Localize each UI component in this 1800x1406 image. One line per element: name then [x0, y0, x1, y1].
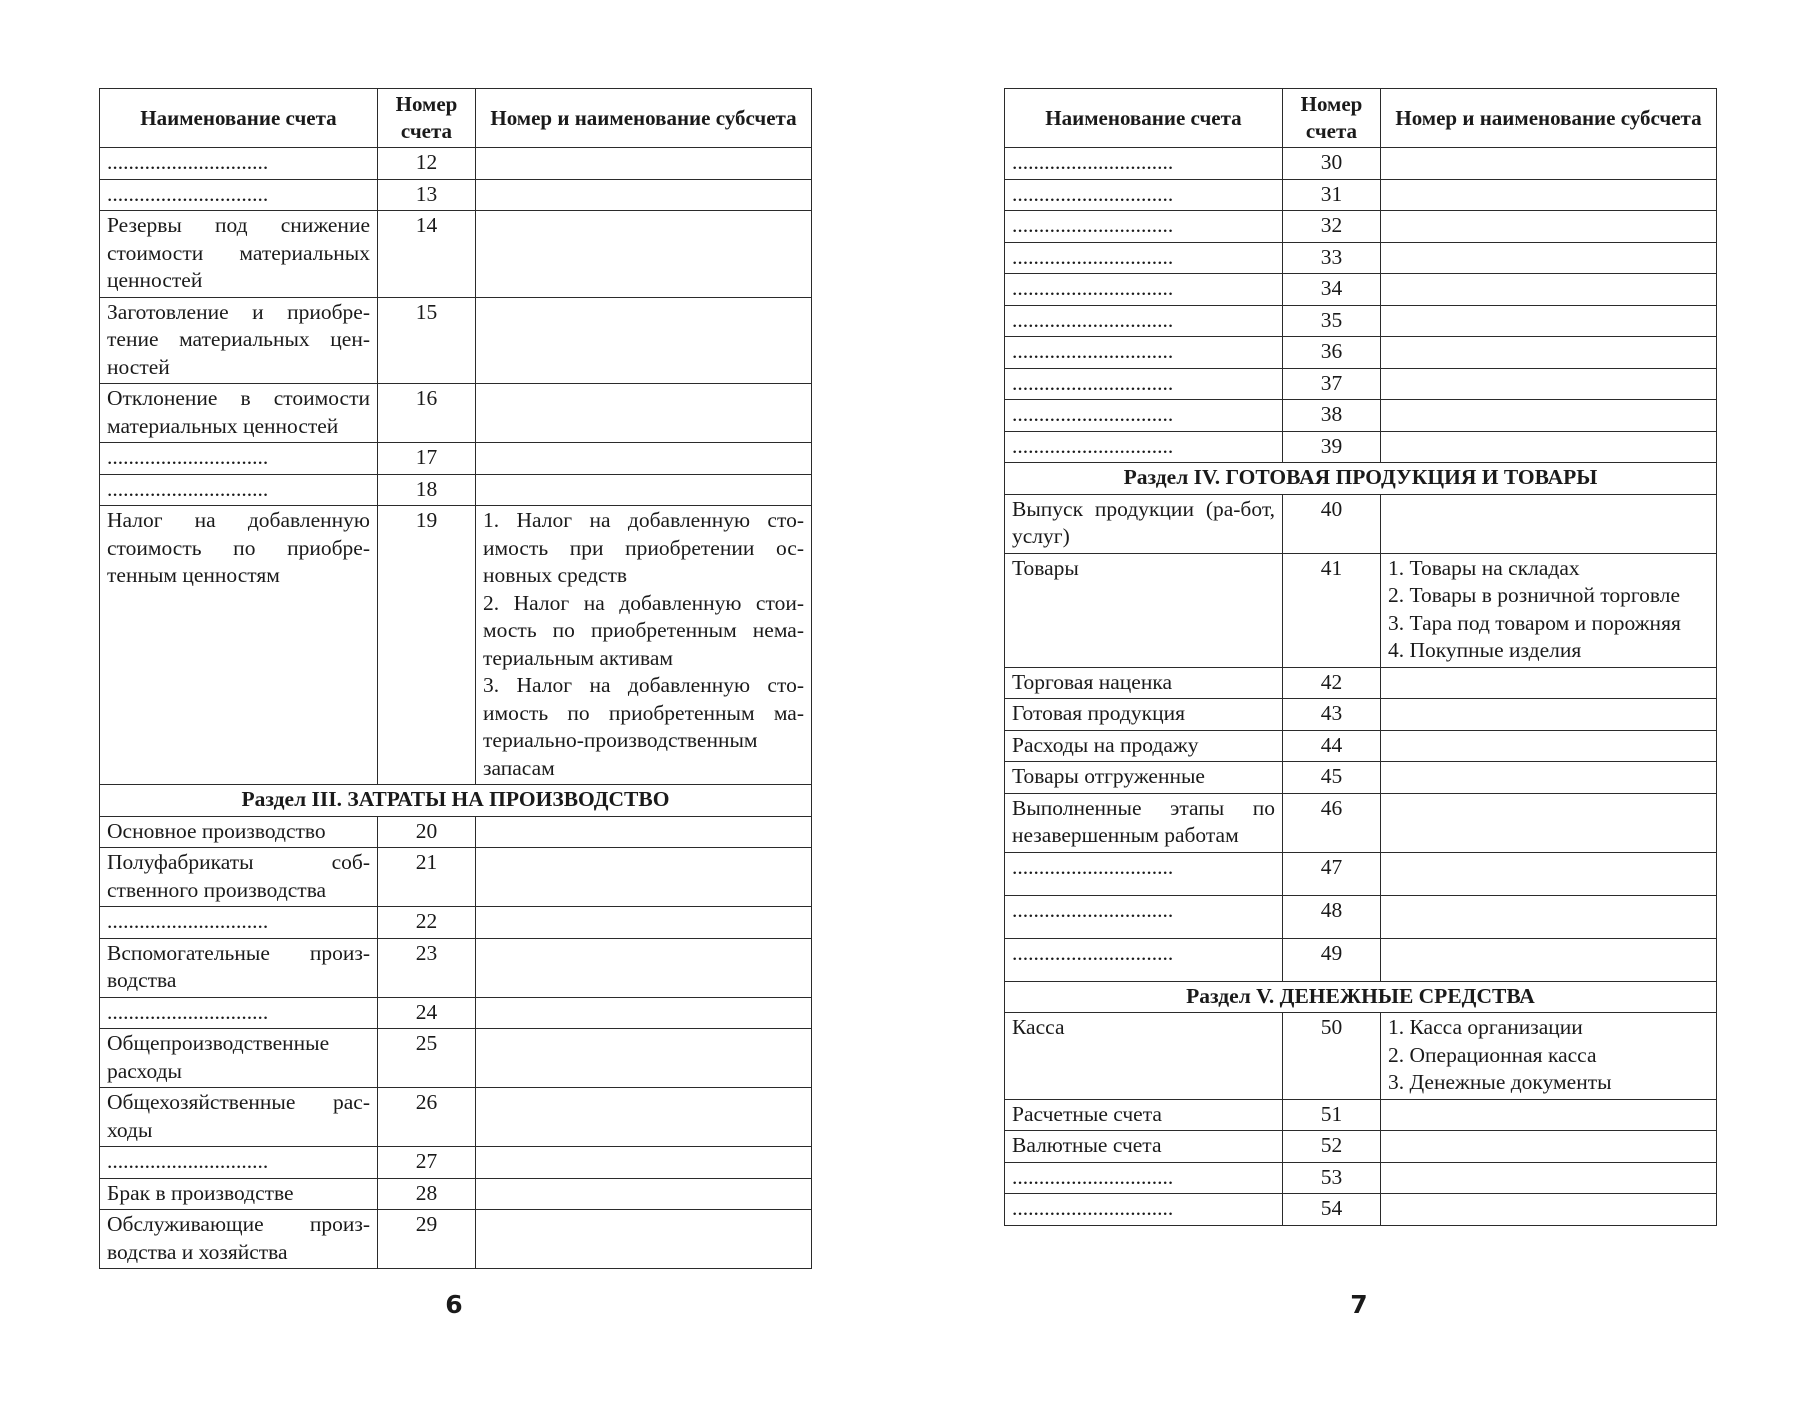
page-number-right: 7	[1350, 1290, 1368, 1319]
subaccount-cell	[476, 148, 812, 180]
table-row	[100, 997, 812, 1029]
table-row	[100, 816, 812, 848]
subaccount-item: 3. Тара под товаром и порожняя	[1388, 610, 1681, 635]
subaccount-cell	[476, 297, 812, 384]
subaccount-item: 1. Касса организации	[1388, 1015, 1583, 1039]
account-name: Расходы на продажу	[1005, 730, 1283, 762]
account-name: ..............................	[100, 997, 378, 1029]
table-row	[1005, 368, 1717, 400]
table-row	[100, 297, 812, 384]
table-row	[1005, 1194, 1717, 1226]
subaccount-cell	[1381, 1099, 1717, 1131]
subaccount-item: 2. Налог на добавленную стои-мость по приобретенным нема-териальным активам	[483, 590, 804, 670]
subaccount-cell	[476, 1178, 812, 1210]
table-row	[100, 211, 812, 298]
account-name: Общепроизводственные расходы	[100, 1029, 378, 1088]
subaccount-cell	[1381, 938, 1717, 981]
table-row	[1005, 699, 1717, 731]
table-row	[100, 938, 812, 997]
account-name: Резервы под снижение стоимости материальных ценностей	[100, 211, 378, 298]
account-number: 51	[1283, 1099, 1381, 1131]
account-name: Торговая наценка	[1005, 667, 1283, 699]
table-row	[100, 506, 812, 785]
subaccount-cell	[476, 179, 812, 211]
subaccount-cell	[1381, 852, 1717, 895]
table-row	[1005, 494, 1717, 553]
subaccount-cell	[1381, 305, 1717, 337]
account-name: ..............................	[1005, 1194, 1283, 1226]
subaccount-cell	[1381, 211, 1717, 243]
account-name: ..............................	[1005, 1162, 1283, 1194]
account-number: 12	[378, 148, 476, 180]
account-number: 24	[378, 997, 476, 1029]
account-name: ..............................	[100, 443, 378, 475]
account-number: 44	[1283, 730, 1381, 762]
subaccount-cell	[1381, 242, 1717, 274]
subaccount-cell	[476, 938, 812, 997]
account-number: 48	[1283, 895, 1381, 938]
table-row	[1005, 730, 1717, 762]
table-row	[100, 1147, 812, 1179]
account-name: ..............................	[1005, 368, 1283, 400]
page-number-left: 6	[445, 1290, 463, 1319]
subaccount-item: 2. Товары в розничной торговле	[1388, 583, 1681, 607]
account-number: 30	[1283, 148, 1381, 180]
table-row	[1005, 1099, 1717, 1131]
subaccount-cell	[1381, 274, 1717, 306]
table-row	[1005, 938, 1717, 981]
section-row	[100, 785, 812, 817]
table-row	[100, 1088, 812, 1147]
account-number: 13	[378, 179, 476, 211]
table-row	[1005, 148, 1717, 180]
section-row	[1005, 981, 1717, 1013]
subaccount-cell	[1381, 895, 1717, 938]
account-number: 28	[378, 1178, 476, 1210]
account-name: ..............................	[1005, 852, 1283, 895]
account-name: Товары отгруженные	[1005, 762, 1283, 794]
subaccount-item: 1. Товары на складах	[1388, 555, 1580, 580]
subaccount-cell	[1381, 1013, 1717, 1100]
account-number: 15	[378, 297, 476, 384]
account-number: 17	[378, 443, 476, 475]
table-row	[100, 1178, 812, 1210]
account-number: 37	[1283, 368, 1381, 400]
subaccount-cell	[476, 1029, 812, 1088]
table-header-row	[1005, 89, 1717, 148]
table-row	[1005, 852, 1717, 895]
subaccount-item: 2. Операционная касса	[1388, 1042, 1597, 1067]
account-number: 26	[378, 1088, 476, 1147]
table-row	[1005, 793, 1717, 852]
account-number: 47	[1283, 852, 1381, 895]
account-name: Касса	[1005, 1013, 1283, 1100]
table-body-right	[1005, 148, 1717, 1226]
accounts-table-right	[1004, 88, 1717, 1226]
account-name: Валютные счета	[1005, 1131, 1283, 1163]
subaccount-cell	[476, 384, 812, 443]
table-row	[1005, 762, 1717, 794]
account-name: Выполненные этапы по незавершенным работам	[1005, 793, 1283, 852]
subaccount-cell	[1381, 368, 1717, 400]
subaccount-cell	[1381, 337, 1717, 369]
section-row	[1005, 463, 1717, 495]
account-number: 14	[378, 211, 476, 298]
account-number: 52	[1283, 1131, 1381, 1163]
table-row	[100, 1029, 812, 1088]
account-name: Заготовление и приобре-тение материальных цен-ностей	[100, 297, 378, 384]
account-name: ..............................	[1005, 179, 1283, 211]
account-number: 40	[1283, 494, 1381, 553]
header-account-name: Наименование счета	[100, 89, 378, 148]
table-row	[1005, 179, 1717, 211]
account-name: ..............................	[1005, 431, 1283, 463]
account-name: Вспомогательные произ-водства	[100, 938, 378, 997]
account-number: 46	[1283, 793, 1381, 852]
table-row	[100, 179, 812, 211]
table-row	[1005, 667, 1717, 699]
account-number: 41	[1283, 553, 1381, 667]
account-number: 49	[1283, 938, 1381, 981]
table-header-row	[100, 89, 812, 148]
subaccount-cell	[476, 1210, 812, 1269]
account-number: 16	[378, 384, 476, 443]
table-row	[100, 443, 812, 475]
account-name: Брак в производстве	[100, 1178, 378, 1210]
subaccount-cell	[476, 907, 812, 939]
table-row	[100, 384, 812, 443]
table-row	[1005, 431, 1717, 463]
account-number: 23	[378, 938, 476, 997]
account-name: ..............................	[100, 179, 378, 211]
account-name: ..............................	[100, 148, 378, 180]
account-name: ..............................	[100, 474, 378, 506]
section-title: Раздел IV. ГОТОВАЯ ПРОДУКЦИЯ И ТОВАРЫ	[1005, 463, 1717, 495]
table-row	[1005, 305, 1717, 337]
account-name: Полуфабрикаты соб-ственного производства	[100, 848, 378, 907]
subaccount-cell	[1381, 699, 1717, 731]
subaccount-cell	[476, 474, 812, 506]
header-account-number: Номер счета	[378, 89, 476, 148]
subaccount-cell	[1381, 793, 1717, 852]
table-row	[1005, 1162, 1717, 1194]
account-name: Общехозяйственные рас-ходы	[100, 1088, 378, 1147]
subaccount-cell	[476, 506, 812, 785]
subaccount-cell	[1381, 1162, 1717, 1194]
account-name: ..............................	[1005, 337, 1283, 369]
account-number: 18	[378, 474, 476, 506]
table-row	[100, 474, 812, 506]
table-row	[1005, 242, 1717, 274]
account-number: 53	[1283, 1162, 1381, 1194]
table-row	[1005, 274, 1717, 306]
table-row	[1005, 211, 1717, 243]
account-name: Готовая продукция	[1005, 699, 1283, 731]
subaccount-cell	[1381, 1131, 1717, 1163]
subaccount-item: 4. Покупные изделия	[1388, 638, 1582, 662]
table-row	[100, 907, 812, 939]
table-row	[1005, 1013, 1717, 1100]
account-number: 22	[378, 907, 476, 939]
subaccount-cell	[476, 997, 812, 1029]
subaccount-cell	[1381, 553, 1717, 667]
header-subaccount: Номер и наименование субсчета	[476, 89, 812, 148]
table-row	[1005, 400, 1717, 432]
account-number: 45	[1283, 762, 1381, 794]
account-name: ..............................	[1005, 305, 1283, 337]
account-number: 43	[1283, 699, 1381, 731]
account-number: 25	[378, 1029, 476, 1088]
account-number: 21	[378, 848, 476, 907]
subaccount-cell	[476, 443, 812, 475]
subaccount-cell	[1381, 179, 1717, 211]
account-number: 39	[1283, 431, 1381, 463]
table-row	[1005, 1131, 1717, 1163]
account-name: ..............................	[1005, 211, 1283, 243]
accounts-table-left	[99, 88, 812, 1269]
account-name: ..............................	[1005, 938, 1283, 981]
table-row	[100, 848, 812, 907]
account-name: ..............................	[100, 1147, 378, 1179]
account-number: 29	[378, 1210, 476, 1269]
account-name: ..............................	[1005, 274, 1283, 306]
subaccount-item: 3. Налог на добавленную сто-имость по приобретенным ма-териально-производственным запасам	[483, 673, 804, 780]
subaccount-cell	[1381, 400, 1717, 432]
subaccount-cell	[1381, 762, 1717, 794]
account-name: Отклонение в стоимости материальных ценностей	[100, 384, 378, 443]
account-number: 38	[1283, 400, 1381, 432]
account-name: Обслуживающие произ-водства и хозяйства	[100, 1210, 378, 1269]
subaccount-cell	[476, 1147, 812, 1179]
header-subaccount: Номер и наименование субсчета	[1381, 89, 1717, 148]
account-name: ..............................	[1005, 895, 1283, 938]
subaccount-cell	[476, 816, 812, 848]
subaccount-cell	[1381, 1194, 1717, 1226]
account-number: 34	[1283, 274, 1381, 306]
table-body-left	[100, 148, 812, 1269]
account-number: 27	[378, 1147, 476, 1179]
table-row	[100, 148, 812, 180]
account-name: ..............................	[100, 907, 378, 939]
account-name: ..............................	[1005, 242, 1283, 274]
account-number: 32	[1283, 211, 1381, 243]
header-account-name: Наименование счета	[1005, 89, 1283, 148]
subaccount-item: 3. Денежные документы	[1388, 1070, 1612, 1094]
account-name: Выпуск продукции (ра-бот, услуг)	[1005, 494, 1283, 553]
account-number: 35	[1283, 305, 1381, 337]
subaccount-cell	[476, 848, 812, 907]
subaccount-cell	[476, 211, 812, 298]
subaccount-cell	[1381, 667, 1717, 699]
account-name: ..............................	[1005, 400, 1283, 432]
account-number: 19	[378, 506, 476, 785]
subaccount-cell	[476, 1088, 812, 1147]
section-title: Раздел III. ЗАТРАТЫ НА ПРОИЗВОДСТВО	[100, 785, 812, 817]
table-row	[1005, 895, 1717, 938]
table-row	[100, 1210, 812, 1269]
account-number: 33	[1283, 242, 1381, 274]
left-page	[99, 88, 811, 1269]
section-title: Раздел V. ДЕНЕЖНЫЕ СРЕДСТВА	[1005, 981, 1717, 1013]
table-row	[1005, 337, 1717, 369]
account-name: ..............................	[1005, 148, 1283, 180]
subaccount-cell	[1381, 148, 1717, 180]
header-account-number: Номер счета	[1283, 89, 1381, 148]
subaccount-cell	[1381, 730, 1717, 762]
subaccount-cell	[1381, 494, 1717, 553]
account-number: 20	[378, 816, 476, 848]
account-name: Товары	[1005, 553, 1283, 667]
subaccount-cell	[1381, 431, 1717, 463]
account-number: 36	[1283, 337, 1381, 369]
account-number: 50	[1283, 1013, 1381, 1100]
account-number: 31	[1283, 179, 1381, 211]
account-name: Налог на добавленную стоимость по приобре-тенным ценностям	[100, 506, 378, 785]
account-name: Основное производство	[100, 816, 378, 848]
subaccount-item: 1. Налог на добавленную сто-имость при приобретении ос-новных средств	[483, 508, 804, 587]
table-row	[1005, 553, 1717, 667]
account-name: Расчетные счета	[1005, 1099, 1283, 1131]
account-number: 42	[1283, 667, 1381, 699]
account-number: 54	[1283, 1194, 1381, 1226]
right-page	[1004, 88, 1716, 1226]
